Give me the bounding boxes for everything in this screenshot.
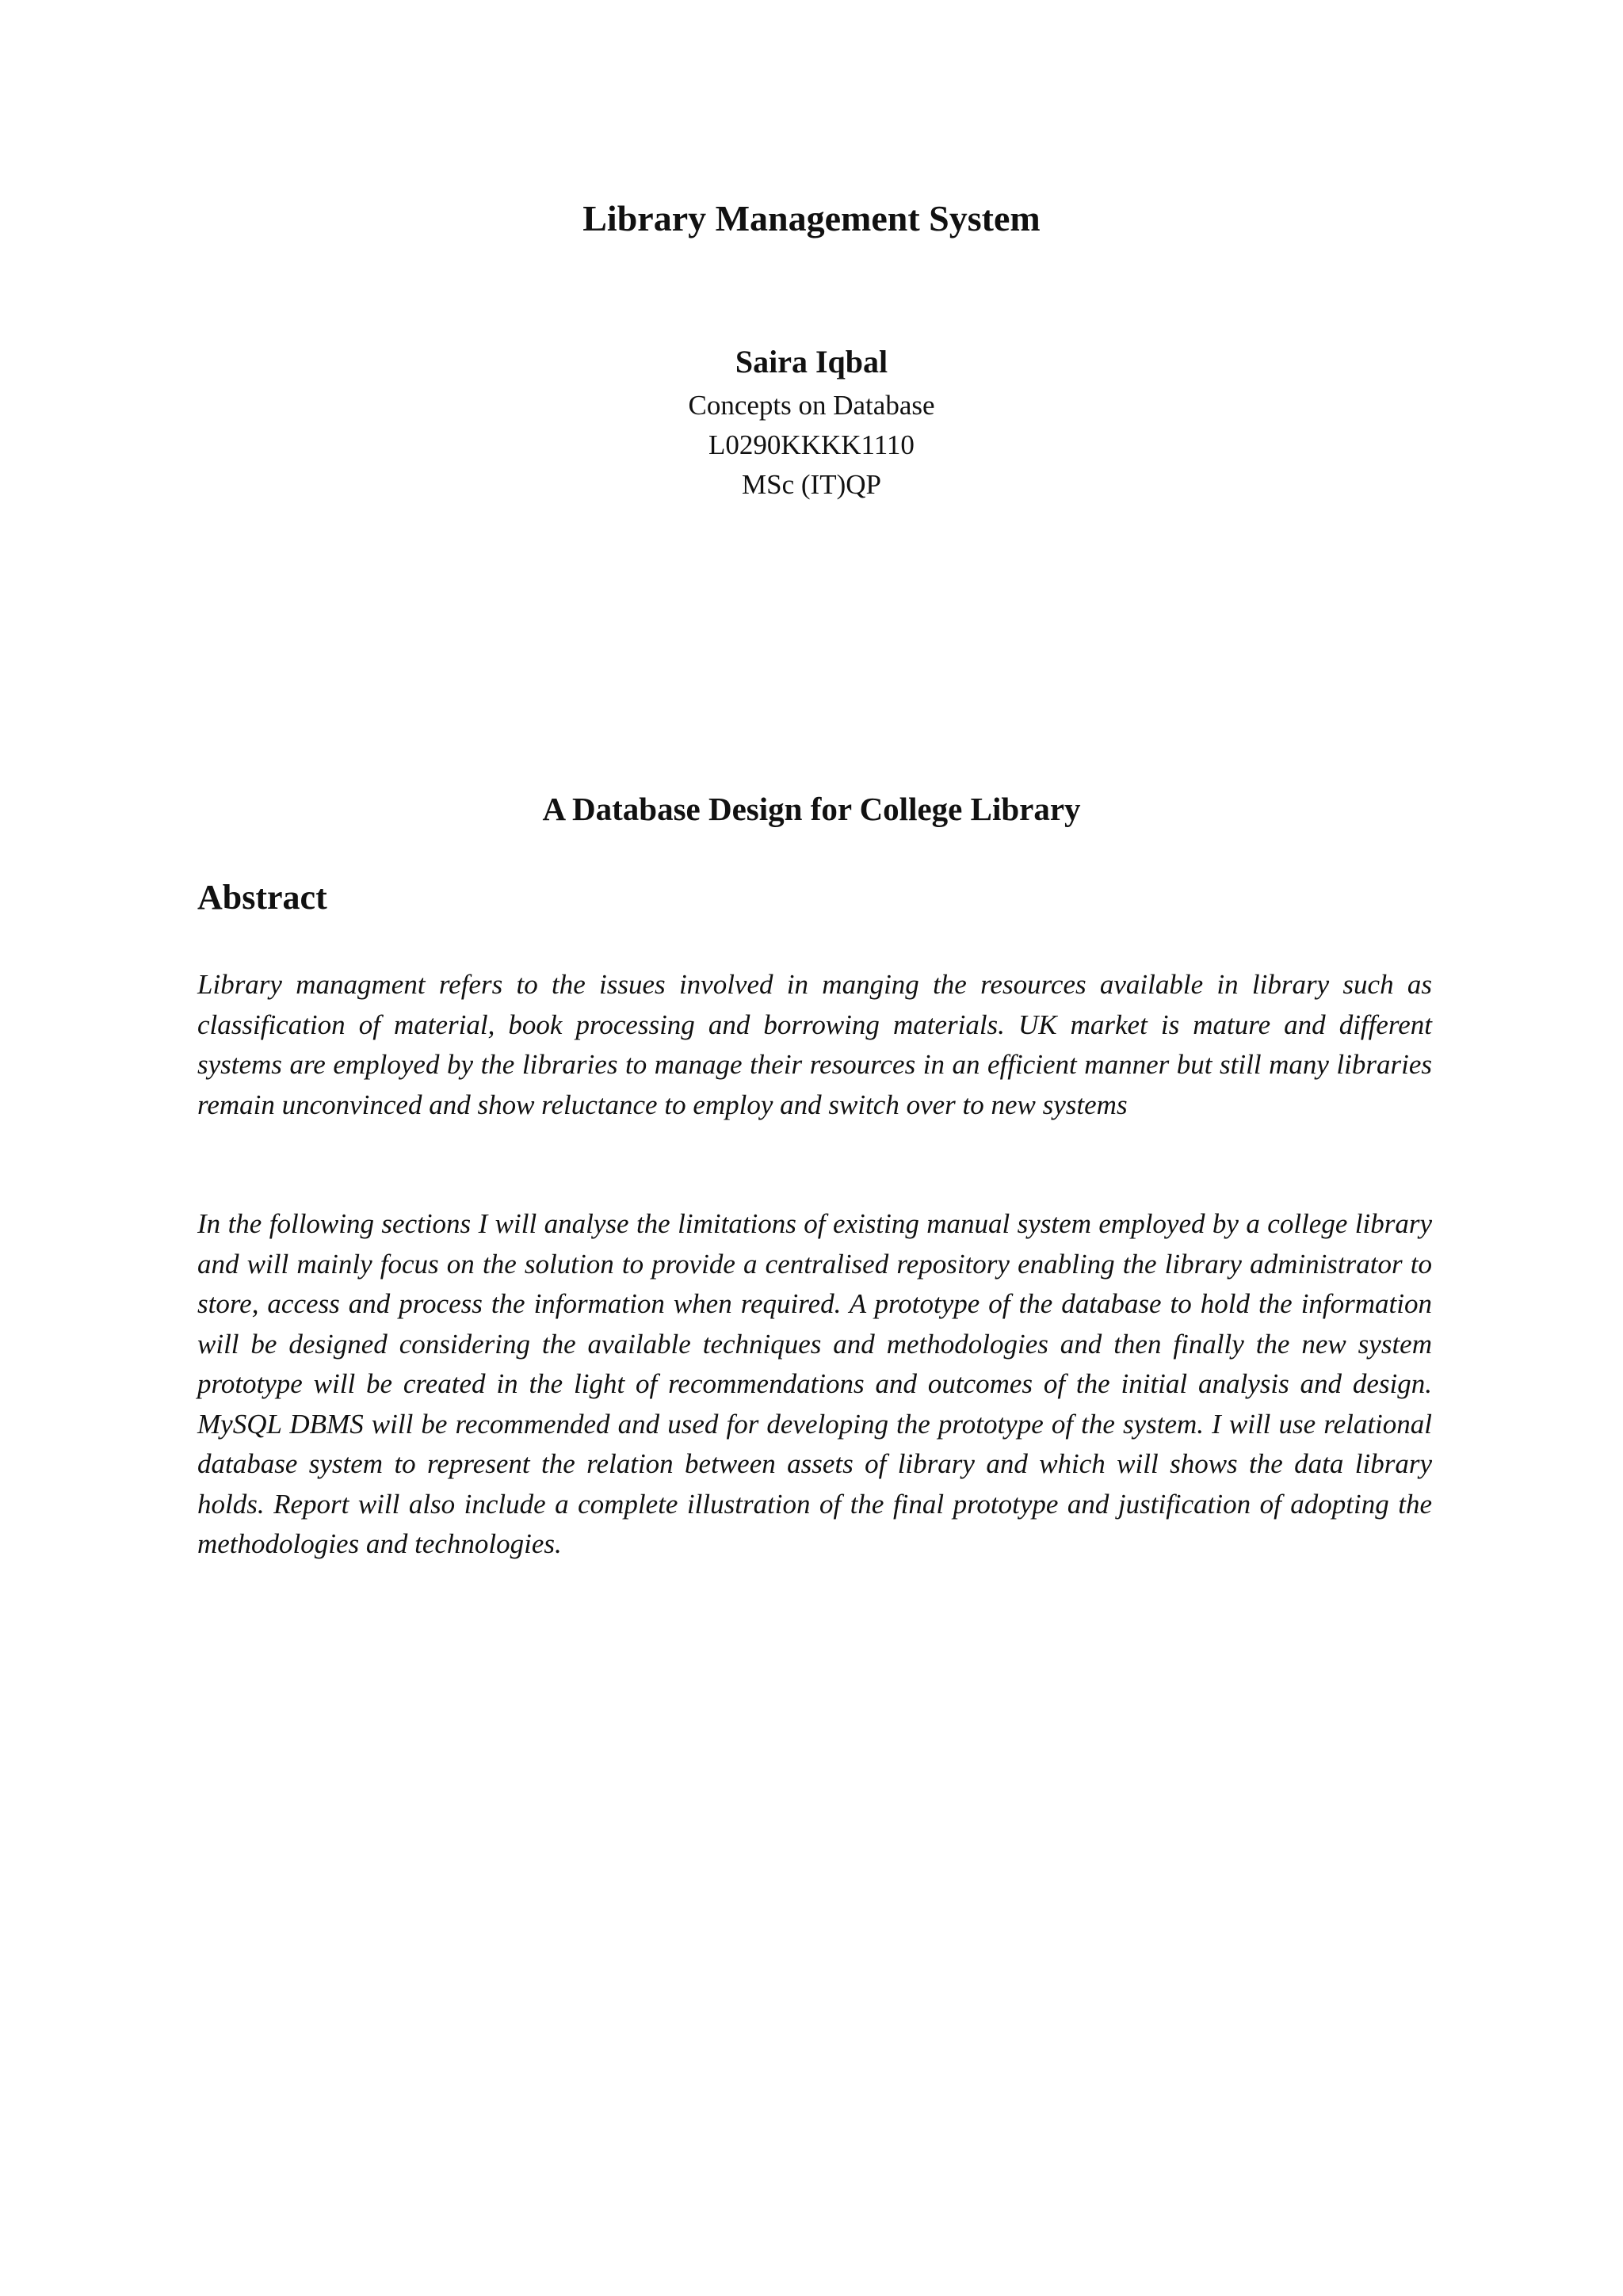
degree-name: MSc (IT)QP — [742, 469, 881, 500]
abstract-heading: Abstract — [197, 878, 327, 917]
document-title: Library Management System — [582, 198, 1041, 238]
document-subtitle: A Database Design for College Library — [542, 791, 1081, 827]
course-name: Concepts on Database — [688, 390, 935, 421]
student-id: L0290KKKK1110 — [708, 429, 915, 460]
author-name: Saira Iqbal — [735, 344, 888, 379]
abstract-paragraph: Library managment refers to the issues involved in manging the resources available in library such as classification of material, book processing and borrowing materials. UK market is mature and different systems are employed by the libraries to manage their resources in an efficient manner but still many libraries remain unconvinced and show reluctance to employ and switch over to new systems — [197, 969, 1432, 1120]
abstract-paragraph: In the following sections I will analyse the limitations of existing manual system employed by a college library and will mainly focus on the solution to provide a centralised repository enabling the library administrator to store, access and process the information when required. A prototype of the database to hold the information will be designed considering the available techniques and methodologies and then finally the new system prototype will be created in the light of recommendations and outcomes of the initial analysis and design. MySQL DBMS will be recommended and used for developing the prototype of the system. I will use relational database system to represent the relation between assets of library and which will shows the data library holds. Report will also include a complete illustration of the final prototype and justification of adopting the methodologies and technologies. — [197, 1208, 1432, 1559]
